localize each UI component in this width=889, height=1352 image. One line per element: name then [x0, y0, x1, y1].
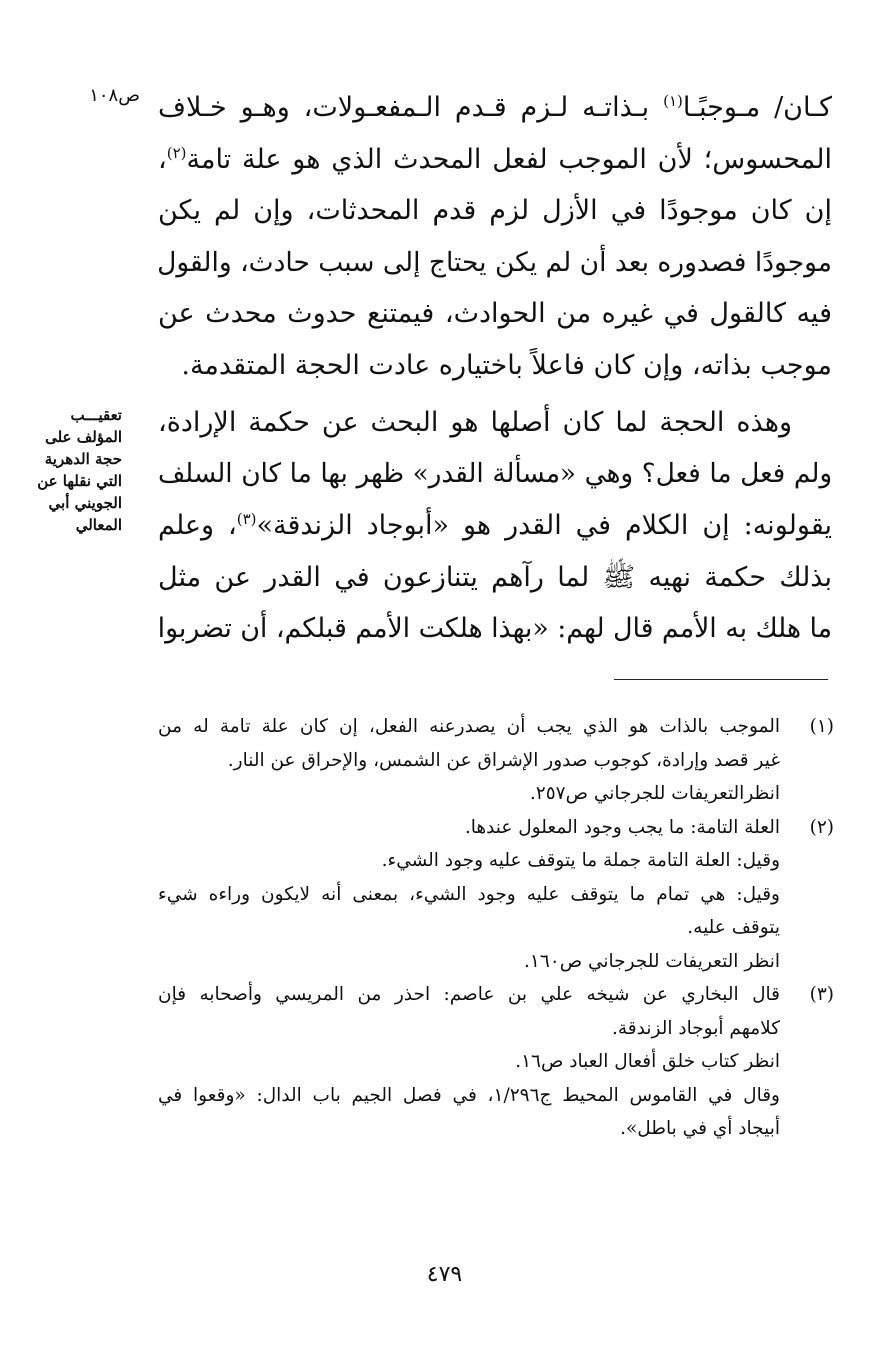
text-run: ، وعلم	[158, 510, 237, 541]
text-run: إن كان موجودًا في الأزل لزم قدم المحدثات، وإن لم يكن	[158, 195, 832, 226]
footnote-separator	[614, 679, 828, 680]
footnote-line: أبيجاد أي في باطل».	[620, 1118, 780, 1139]
footnote-line: انظر كتاب خلق أفعال العباد ص١٦.	[515, 1051, 780, 1072]
text-line	[158, 603, 832, 655]
footnote	[158, 811, 834, 979]
text-line	[158, 397, 832, 449]
footnote-line: قال البخاري عن شيخه علي بن عاصم: احذر من المريسي وأصحابه فإن	[158, 984, 780, 1005]
text-line	[158, 288, 832, 340]
footnote-line: غير قصد وإرادة، كوجوب صدور الإشراق عن الشمس، والإحراق عن النار.	[227, 749, 780, 771]
text-run: بذلك حكمة نهيه ﷺ لما رآهم يتنازعون في القدر عن مثل	[158, 561, 832, 593]
footnote-line: انظرالتعريفات للجرجاني ص٢٥٧.	[529, 783, 780, 804]
text-run: موجودًا فصدوره بعد أن لم يكن يحتاج إلى سبب حادث، والقول	[157, 246, 832, 278]
margin-note-line: حجة الدهرية	[44, 450, 122, 468]
text-line	[158, 185, 832, 237]
footnote-line: وقيل: العلة التامة جملة ما يتوقف عليه وجود الشيء.	[381, 850, 780, 871]
text-line	[158, 449, 832, 501]
margin-note	[22, 404, 122, 536]
footnote-line: كلامهم أبوجاد الزندقة.	[612, 1017, 780, 1039]
margin-note-line: المؤلف على	[45, 428, 122, 446]
footnote-line: العلة التامة: ما يجب وجود المعلول عندها.	[464, 816, 780, 838]
text-run: ولم فعل ما فعل؟ وهي «مسألة القدر» ظهر بها ما كان السلف	[158, 458, 832, 489]
margin-note-line: المعالي	[75, 516, 122, 534]
text-run: ما هلك به الأمم قال لهم: «بهذا هلكت الأمم قبلكم، أن تضربوا	[157, 613, 832, 644]
footnote-line: وقال في القاموس المحيط ج١/٢٩٦، في فصل الجيم باب الدال: «وقعوا في	[158, 1084, 780, 1106]
footnote-marker[interactable]: (٢)	[166, 143, 187, 162]
text-run: موجب بذاته، وإن كان فاعلاً باختياره عادت الحجة المتقدمة.	[181, 349, 832, 381]
text-run: كـان/ مـوجبًـا	[682, 92, 832, 123]
page-number: ٤٧٩	[426, 1262, 463, 1287]
margin-note-line: تعقيـــب	[70, 406, 122, 424]
footnote-marker[interactable]: (٣)	[236, 510, 257, 528]
footnote-line: وقيل: هي تمام ما يتوقف عليه وجود الشيء، بمعنى أنه لايكون وراءه شيء	[158, 883, 780, 905]
text-run: فيه كالقول في غيره من الحوادث، فيمتنع حدوث محدث عن	[158, 298, 832, 329]
footnotes	[158, 710, 834, 1146]
text-line	[158, 500, 832, 552]
footnote	[158, 978, 834, 1146]
text-run: المحسوس؛ لأن الموجب لفعل المحدث الذي هو علة تامة	[186, 143, 832, 175]
footnote-number: (١)	[809, 716, 834, 737]
text-run: ،	[158, 143, 167, 175]
text-line	[158, 552, 832, 604]
margin-note-line: التي نقلها عن	[37, 472, 122, 490]
footnote-line: انظر التعريفات للجرجاني ص١٦٠.	[524, 950, 780, 972]
footnote-number: (٣)	[809, 984, 834, 1005]
footnote	[158, 710, 834, 811]
footnote-line: الموجب بالذات هو الذي يجب أن يصدرعنه الفعل، إن كان علة تامة له من	[158, 716, 780, 737]
footnote-number: (٢)	[809, 816, 834, 838]
text-line	[158, 82, 832, 134]
margin-page-reference: ص١٠٨	[89, 85, 140, 106]
text-line	[158, 134, 832, 186]
text-line	[158, 340, 832, 392]
footnote-marker[interactable]: (١)	[663, 92, 683, 110]
main-text	[158, 82, 832, 655]
text-run: وهذه الحجة لما كان أصلها هو البحث عن حكمة الإرادة،	[158, 407, 792, 438]
text-line	[158, 237, 832, 289]
margin-note-line: الجويني أبي	[48, 494, 122, 512]
text-run: بـذاتـه لـزم قـدم الـمفعـولات، وهـو خـلاف	[158, 92, 664, 123]
footnote-line: يتوقف عليه.	[687, 917, 780, 938]
text-run: يقولونه: إن الكلام في القدر هو «أبوجاد الزندقة»	[256, 510, 832, 541]
